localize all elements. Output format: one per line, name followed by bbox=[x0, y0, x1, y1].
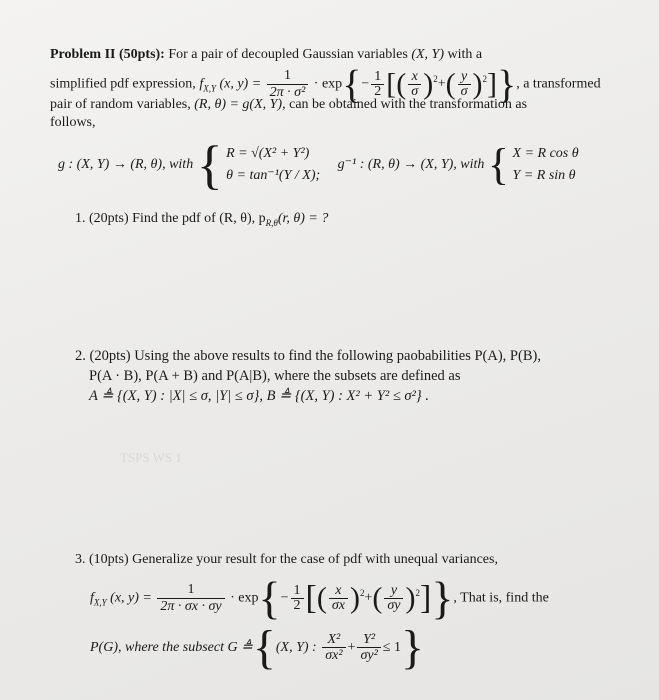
rtheta-eq: (R, θ) = g(X, Y), bbox=[194, 97, 286, 112]
coef-num: 1 bbox=[267, 68, 309, 85]
y-equation: Y = R sin θ bbox=[512, 167, 576, 183]
q1-text: (20pts) Find the pdf of (R, θ), p bbox=[89, 211, 266, 226]
q2-line1: (20pts) Using the above results to find the following paobabilities P(A), P(B), bbox=[89, 348, 541, 364]
q2-line3: A ≜ {(X, Y) : |X| ≤ σ, |Y| ≤ σ}, B ≜ {(X, Y) : X² + Y² ≤ σ²} . bbox=[89, 388, 429, 404]
bleed-through-text: TSPS WS 1 bbox=[120, 450, 182, 465]
question-3-line1 bbox=[75, 551, 498, 569]
question-1 bbox=[75, 210, 328, 232]
f-subscript: X,Y bbox=[203, 83, 216, 94]
g-map: g : (X, Y) → (R, θ), with bbox=[58, 157, 194, 172]
x-equation: X = R cos θ bbox=[512, 145, 579, 161]
y-over-sigma: $\frac{y}{\sigma}$ bbox=[458, 70, 471, 99]
question-2 bbox=[75, 346, 541, 406]
ginv-equations bbox=[513, 143, 579, 187]
q3-y-over-sigma: $\frac{y}{\sigma y}$ bbox=[384, 584, 403, 613]
q3-pg-line: P(G), where the subsect G ≜{(X, Y) : $\frac{\text{X²}}{\text{σx²}}$ + $\frac{\text{Y²}}{\text{σy²}}$ ≤ 1} bbox=[90, 620, 425, 674]
x-over-sigma: $\frac{x}{\sigma}$ bbox=[408, 70, 421, 99]
q3-coef-fraction: $\frac{1}{2\pi \cdot \sigma x \cdot \sigma y}$ bbox=[157, 582, 224, 615]
simplified-text: simplified pdf expression, bbox=[50, 76, 196, 92]
q3-pg: P(G), where the subsect G ≜ bbox=[90, 640, 253, 655]
coef-den: 2π · σ² bbox=[269, 84, 306, 100]
exp-label: · exp bbox=[313, 76, 343, 92]
f-label: f bbox=[199, 76, 204, 92]
problem-xy: (X, Y) bbox=[411, 47, 444, 62]
half-fraction: $\frac{1}{2}$ bbox=[371, 70, 384, 99]
pdf-expression-line: simplified pdf expression, $f_{X,Y}$ (x, y) = $\frac{1}{\text{2π · σ²}}$ · exp{− $\frac{1}{2}$ [( $\frac{x}{\sigma}$ )$^2$+( $\frac{y}{\sigma}$ )$^2$]}, a transformed bbox=[50, 61, 601, 107]
q3-label: 3. bbox=[75, 552, 86, 567]
q1-label: 1. bbox=[75, 211, 86, 226]
f-args: (x, y) = bbox=[219, 76, 262, 92]
q3-pdf-line: $f_{X,Y}$ (x, y) = $\frac{1}{2\pi \cdot \sigma x \cdot \sigma y}$ · exp{− $\frac{1}{2}$ [( $\frac{x}{\sigma x}$ )$^2$+( $\frac{y}{\sigma y}$ )$^2$]}, That is, find the bbox=[90, 572, 549, 624]
r-equation: R = √(X² + Y²) bbox=[226, 145, 310, 161]
g-equations bbox=[226, 143, 320, 187]
q3-line1: (10pts) Generalize your result for the case of pdf with unequal variances, bbox=[89, 552, 498, 567]
q2-label: 2. bbox=[75, 348, 86, 364]
transform-block: g : (X, Y) → (R, θ), with { R = √(X² + Y²) θ = tan⁻¹(Y / X); g⁻¹ : (R, θ) → (X, Y), with { X = R cos θ Y = R sin θ bbox=[58, 134, 579, 195]
q3-x-over-sigma: $\frac{x}{\sigma x}$ bbox=[329, 584, 348, 613]
q1-sub: R,θ bbox=[265, 217, 278, 228]
ginv-map: g⁻¹ : (R, θ) → (X, Y), with bbox=[337, 157, 485, 172]
q1-rest: (r, θ) = ? bbox=[277, 211, 329, 226]
q3-that-is: , That is, find the bbox=[453, 590, 549, 606]
q2-line2: P(A · B), P(A + B) and P(A|B), where the subsets are defined as bbox=[89, 368, 461, 384]
transformed-text: , a transformed bbox=[516, 76, 601, 92]
problem-with-a: with a bbox=[447, 47, 483, 62]
follows-text: follows, bbox=[50, 115, 96, 130]
q3-y2-fraction: $\frac{\text{Y²}}{\text{σy²}}$ bbox=[357, 632, 380, 663]
pair-line: pair of random variables, (R, θ) = g(X, Y), can be obtained with the transformation as bbox=[50, 97, 528, 112]
theta-equation: θ = tan⁻¹(Y / X); bbox=[226, 167, 321, 183]
problem-intro: For a pair of decoupled Gaussian variables bbox=[168, 47, 408, 62]
q3-x2-fraction: $\frac{\text{X²}}{\text{σx²}}$ bbox=[322, 632, 345, 663]
problem-title: Problem II (50pts): bbox=[50, 47, 165, 62]
